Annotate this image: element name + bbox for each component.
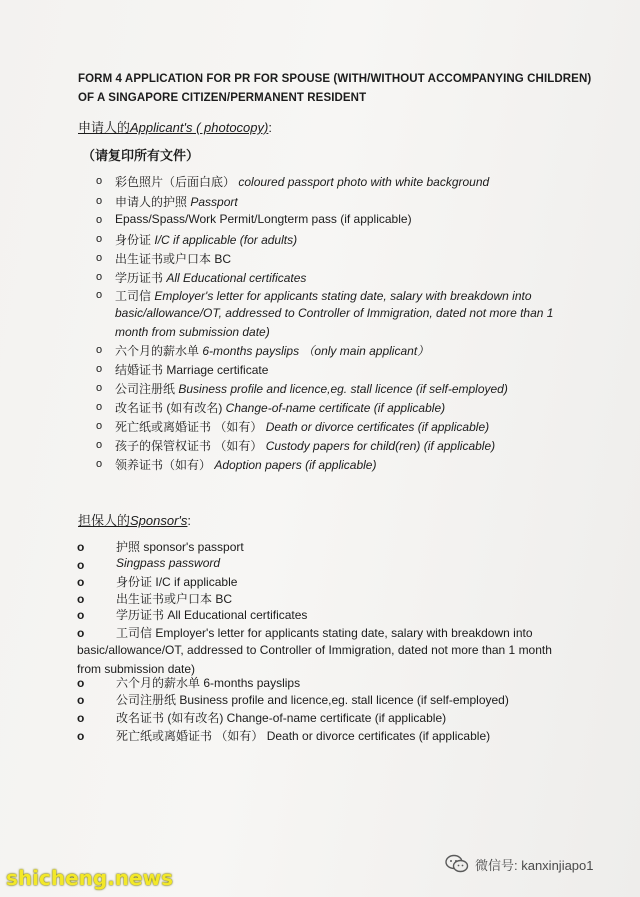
applicant-heading-cn: 申请人的 bbox=[78, 120, 131, 135]
item-label-en: Death or divorce certificates (if applicable) bbox=[265, 420, 490, 434]
item-label-en: Singpass password bbox=[116, 556, 221, 570]
bullet-icon: o bbox=[77, 592, 85, 606]
item-label-en: coloured passport photo with white background bbox=[238, 175, 490, 189]
item-text bbox=[116, 556, 220, 570]
item-label-cn: 死亡纸或离婚证书 （如有） bbox=[115, 420, 263, 434]
bullet-icon: o bbox=[96, 252, 103, 264]
item-label-cn: 护照 bbox=[116, 540, 141, 554]
bullet-icon: o bbox=[77, 626, 85, 640]
item-label-en: 6-months payslips bbox=[203, 676, 301, 690]
item-label-cn: 学历证书 bbox=[116, 608, 165, 622]
site-watermark: shicheng.news bbox=[6, 866, 173, 890]
item-label-cn: 改名证书 (如有改名) bbox=[115, 401, 223, 415]
bullet-icon: o bbox=[96, 363, 103, 375]
bullet-icon: o bbox=[96, 175, 103, 187]
item-label-cn: 六个月的薪水单 bbox=[115, 344, 200, 358]
form-title-line2: OF A SINGAPORE CITIZEN/PERMANENT RESIDENT bbox=[78, 92, 367, 104]
item-text bbox=[115, 269, 306, 286]
item-text bbox=[115, 212, 412, 226]
item-text bbox=[116, 727, 490, 744]
item-text-continued: from submission date) bbox=[77, 662, 196, 676]
item-label-en: Passport bbox=[190, 195, 238, 209]
item-label-cn: 出生证书或户口本 bbox=[116, 592, 213, 606]
item-text bbox=[116, 709, 446, 726]
sponsor-heading-cn: 担保人的 bbox=[78, 513, 131, 528]
form-title bbox=[78, 70, 598, 108]
item-text bbox=[115, 250, 231, 267]
item-text bbox=[116, 538, 244, 555]
item-label-cn: 公司注册纸 bbox=[115, 382, 176, 396]
bullet-icon: o bbox=[96, 271, 103, 283]
item-label-en: All Educational certificates bbox=[167, 608, 308, 622]
item-label-en: Change-of-name certificate (if applicable) bbox=[226, 711, 447, 725]
item-text bbox=[115, 231, 297, 248]
item-label-cn: 出生证书或户口本 bbox=[115, 252, 212, 266]
item-text bbox=[116, 590, 232, 607]
item-label-en: Death or divorce certificates (if applicable) bbox=[266, 729, 491, 743]
bullet-icon: o bbox=[96, 439, 103, 451]
bullet-icon: o bbox=[77, 575, 85, 589]
item-label-cn: 工司信 bbox=[116, 626, 153, 640]
item-label-cn: 改名证书 (如有改名) bbox=[116, 711, 224, 725]
item-label-cn: 六个月的薪水单 bbox=[116, 676, 201, 690]
item-label-cn: 工司信 bbox=[115, 289, 152, 303]
item-label-cn: 结婚证书 bbox=[115, 363, 164, 377]
item-label-cn: 死亡纸或离婚证书 （如有） bbox=[116, 729, 264, 743]
bullet-icon: o bbox=[96, 289, 103, 301]
item-label-cn: 身份证 bbox=[116, 575, 153, 589]
bullet-icon: o bbox=[96, 382, 103, 394]
item-text bbox=[115, 437, 495, 454]
item-label-en: Change-of-name certificate (if applicable) bbox=[225, 401, 446, 415]
item-label-en: Employer's letter for applicants stating date, salary with breakdown into bbox=[154, 289, 532, 303]
bullet-icon: o bbox=[96, 420, 103, 432]
item-note: （only main applicant） bbox=[302, 344, 430, 358]
item-text bbox=[116, 573, 237, 590]
item-label-en: Employer's letter for applicants stating date, salary with breakdown into bbox=[155, 626, 533, 640]
item-label-en: Marriage certificate bbox=[166, 363, 269, 377]
wechat-id: 微信号: kanxinjiapo1 bbox=[475, 857, 594, 873]
bullet-icon: o bbox=[96, 195, 103, 207]
bullet-icon: o bbox=[96, 233, 103, 245]
photocopy-note: （请复印所有文件） bbox=[82, 148, 200, 163]
item-label-en: All Educational certificates bbox=[166, 271, 307, 285]
item-text bbox=[115, 418, 489, 435]
sponsor-heading-colon: : bbox=[187, 513, 192, 528]
sponsor-heading bbox=[78, 510, 191, 529]
item-label-cn: 公司注册纸 bbox=[116, 693, 177, 707]
item-label-cn: 彩色照片（后面白底） bbox=[115, 175, 236, 189]
item-label-cn: 孩子的保管权证书 （如有） bbox=[115, 439, 263, 453]
item-text bbox=[116, 624, 533, 641]
item-text bbox=[115, 193, 238, 210]
item-label-cn: 身份证 bbox=[115, 233, 152, 247]
item-label-en: sponsor's passport bbox=[143, 540, 244, 554]
item-label-en: I/C if applicable bbox=[155, 575, 238, 589]
bullet-icon: o bbox=[96, 344, 103, 356]
bullet-icon: o bbox=[77, 558, 85, 572]
item-label-en: 6-months payslips bbox=[202, 344, 300, 358]
bullet-icon: o bbox=[77, 693, 85, 707]
item-label-en: Business profile and licence,eg. stall licence (if self-employed) bbox=[178, 382, 508, 396]
applicant-heading bbox=[78, 117, 272, 136]
item-text bbox=[116, 674, 300, 691]
item-text bbox=[116, 691, 509, 708]
item-text bbox=[115, 380, 508, 397]
item-label-en: BC bbox=[215, 592, 233, 606]
item-text bbox=[115, 399, 445, 416]
bullet-icon: o bbox=[96, 214, 103, 226]
item-text-continued: basic/allowance/OT, addressed to Controller of Immigration, dated not more than 1 bbox=[115, 306, 554, 320]
item-text bbox=[115, 456, 376, 473]
item-label-cn: 学历证书 bbox=[115, 271, 164, 285]
item-label-en: Adoption papers (if applicable) bbox=[214, 458, 377, 472]
item-text-continued: basic/allowance/OT, addressed to Controller of Immigration, dated not more than 1 month bbox=[77, 643, 552, 657]
item-text bbox=[115, 287, 532, 304]
applicant-heading-colon: : bbox=[268, 120, 272, 135]
item-text bbox=[116, 606, 307, 623]
item-text bbox=[115, 361, 268, 378]
item-label-en: I/C if applicable (for adults) bbox=[154, 233, 298, 247]
bullet-icon: o bbox=[77, 676, 85, 690]
item-text-continued: month from submission date) bbox=[115, 325, 270, 339]
item-label-en: Epass/Spass/Work Permit/Longterm pass (if applicable) bbox=[115, 212, 412, 226]
wechat-watermark bbox=[445, 854, 594, 874]
item-text bbox=[115, 173, 489, 190]
item-label-en: Custody papers for child(ren) (if applicable) bbox=[265, 439, 496, 453]
bullet-icon: o bbox=[77, 729, 85, 743]
bullet-icon: o bbox=[77, 711, 85, 725]
bullet-icon: o bbox=[96, 401, 103, 413]
bullet-icon: o bbox=[96, 458, 103, 470]
bullet-icon: o bbox=[77, 540, 85, 554]
applicant-heading-en: Applicant's ( photocopy) bbox=[130, 120, 269, 135]
item-label-en: BC bbox=[214, 252, 232, 266]
bullet-icon: o bbox=[77, 608, 85, 622]
item-text bbox=[115, 342, 429, 359]
sponsor-heading-en: Sponsor's bbox=[130, 513, 188, 528]
item-label-en: Business profile and licence,eg. stall licence (if self-employed) bbox=[179, 693, 509, 707]
item-label-cn: 申请人的护照 bbox=[115, 195, 188, 209]
item-label-cn: 领养证书（如有） bbox=[115, 458, 212, 472]
wechat-icon bbox=[445, 854, 469, 874]
form-title-line1: FORM 4 APPLICATION FOR PR FOR SPOUSE (WITH/WITHOUT ACCOMPANYING CHILDREN) bbox=[78, 73, 592, 85]
